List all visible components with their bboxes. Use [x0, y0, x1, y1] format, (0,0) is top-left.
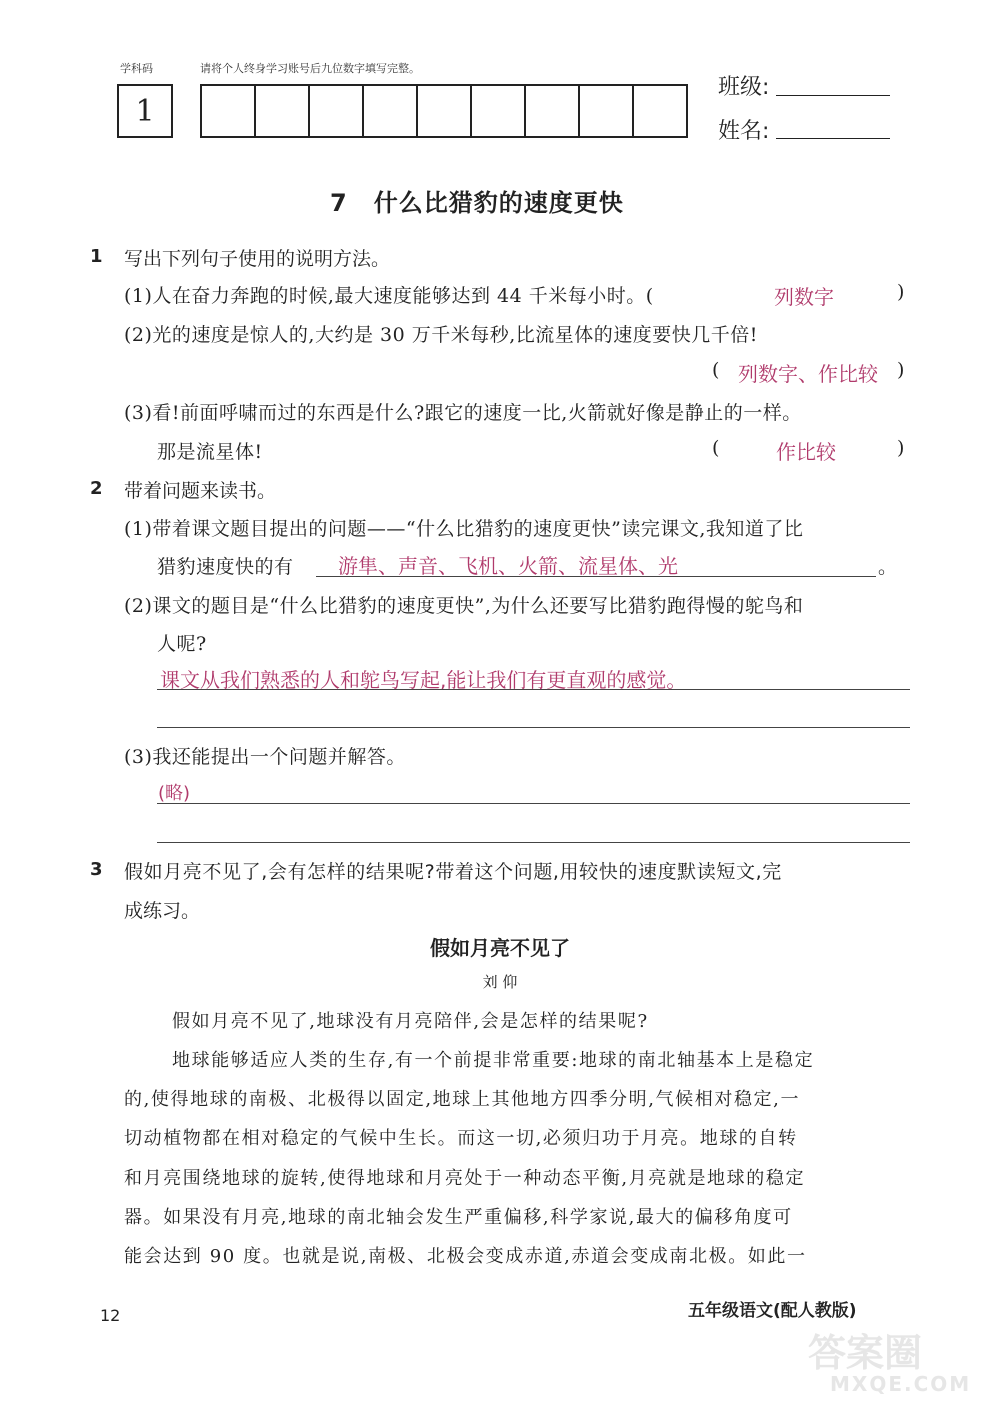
- q1-item-3: (3)看!前面呼啸而过的东西是什么?跟它的速度一比,火箭就好像是静止的一样。: [124, 402, 802, 424]
- lesson-number: 7: [330, 189, 348, 217]
- article-paragraph-line: 的,使得地球的南极、北极得以固定,地球上其他地方四季分明,气候相对稳定,一: [124, 1089, 801, 1110]
- digit-box[interactable]: [526, 86, 580, 136]
- account-instruction: 请将个人终身学习账号后九位数字填写完整。: [200, 62, 420, 75]
- subject-code: 1: [135, 93, 155, 129]
- question-number: 2: [90, 478, 103, 499]
- digit-box[interactable]: [256, 86, 310, 136]
- article-paragraph-line: 切动植物都在相对稳定的气候中生长。而这一切,必须归功于月亮。地球的自转: [124, 1128, 798, 1149]
- digit-box[interactable]: [634, 86, 686, 136]
- name-label: 姓名:: [718, 119, 770, 144]
- class-label: 班级:: [718, 75, 770, 100]
- lesson-title-text: 什么比猎豹的速度更快: [373, 189, 624, 217]
- subject-code-label: 学科码: [120, 62, 153, 75]
- article-paragraph-line: 和月亮围绕地球的旋转,使得地球和月亮处于一种动态平衡,月亮就是地球的稳定: [124, 1168, 806, 1189]
- digit-box[interactable]: [202, 86, 256, 136]
- q2-part2-line2: 人呢?: [157, 633, 207, 655]
- watermark-logo: 答案圈: [808, 1331, 923, 1375]
- watermark-url: MXQE.COM: [830, 1372, 972, 1396]
- class-field[interactable]: [776, 95, 890, 96]
- q2-part2-line1: (2)课文的题目是“什么比猎豹的速度更快”,为什么还要写比猎豹跑得慢的鸵鸟和: [124, 595, 804, 617]
- name-field[interactable]: [776, 138, 890, 139]
- account-digit-boxes[interactable]: [200, 84, 688, 138]
- q2-part2-answer: 课文从我们熟悉的人和鸵鸟写起,能让我们有更直观的感觉。: [160, 668, 687, 692]
- paren-open: (: [712, 359, 720, 381]
- subject-code-box: [117, 84, 173, 138]
- answer-line: [157, 803, 910, 804]
- digit-box[interactable]: [472, 86, 526, 136]
- q1-item-1-answer: 列数字: [774, 285, 834, 309]
- q1-item-1: (1)人在奋力奔跑的时候,最大速度能够达到 44 千米每小时。(: [124, 285, 654, 307]
- q1-item-3-cont: 那是流星体!: [157, 441, 263, 463]
- digit-box[interactable]: [418, 86, 472, 136]
- q2-part1-answer: 游隼、声音、飞机、火箭、流星体、光: [338, 554, 678, 578]
- digit-box[interactable]: [580, 86, 634, 136]
- paren-close: ): [897, 437, 905, 459]
- q1-item-3-answer: 作比较: [776, 440, 836, 464]
- article-paragraph-line: 地球能够适应人类的生存,有一个前提非常重要:地球的南北轴基本上是稳定: [172, 1050, 815, 1071]
- q2-part3-line: (3)我还能提出一个问题并解答。: [124, 746, 406, 768]
- article-paragraph-line: 假如月亮不见了,地球没有月亮陪伴,会是怎样的结果呢?: [172, 1011, 649, 1032]
- answer-line: [157, 842, 910, 843]
- question-prompt: 写出下列句子使用的说明方法。: [124, 248, 391, 270]
- lesson-title: [330, 183, 624, 218]
- question-number: 3: [90, 859, 103, 880]
- question-number: 1: [90, 246, 103, 267]
- q1-item-2: (2)光的速度是惊人的,大约是 30 万千米每秒,比流星体的速度要快几千倍!: [124, 324, 758, 346]
- answer-line: [316, 576, 876, 577]
- q2-part1-line1: (1)带着课文题目提出的问题——“什么比猎豹的速度更快”读完课文,我知道了比: [124, 518, 804, 540]
- q3-prompt-line1: 假如月亮不见了,会有怎样的结果呢?带着这个问题,用较快的速度默读短文,完: [124, 861, 782, 883]
- article-author: 刘 仰: [482, 973, 518, 991]
- q2-part1-line2: 猎豹速度快的有: [157, 556, 294, 578]
- q1-item-2-answer: 列数字、作比较: [738, 362, 878, 386]
- paren-open: (: [712, 437, 720, 459]
- question-prompt: 带着问题来读书。: [124, 480, 277, 502]
- page-number: 12: [100, 1306, 121, 1325]
- q3-prompt-line2: 成练习。: [124, 900, 201, 922]
- sentence-end: 。: [878, 556, 898, 578]
- answer-line: [157, 727, 910, 728]
- q2-part3-answer: (略): [158, 783, 191, 804]
- article-title: 假如月亮不见了: [430, 936, 570, 960]
- book-title: 五年级语文(配人教版): [688, 1301, 857, 1321]
- paren-close: ): [897, 281, 905, 303]
- paren-close: ): [897, 359, 905, 381]
- article-paragraph-line: 能会达到 90 度。也就是说,南极、北极会变成赤道,赤道会变成南北极。如此一: [124, 1246, 807, 1267]
- answer-line: [157, 689, 910, 690]
- digit-box[interactable]: [310, 86, 364, 136]
- digit-box[interactable]: [364, 86, 418, 136]
- article-paragraph-line: 器。如果没有月亮,地球的南北轴会发生严重偏移,科学家说,最大的偏移角度可: [124, 1207, 793, 1228]
